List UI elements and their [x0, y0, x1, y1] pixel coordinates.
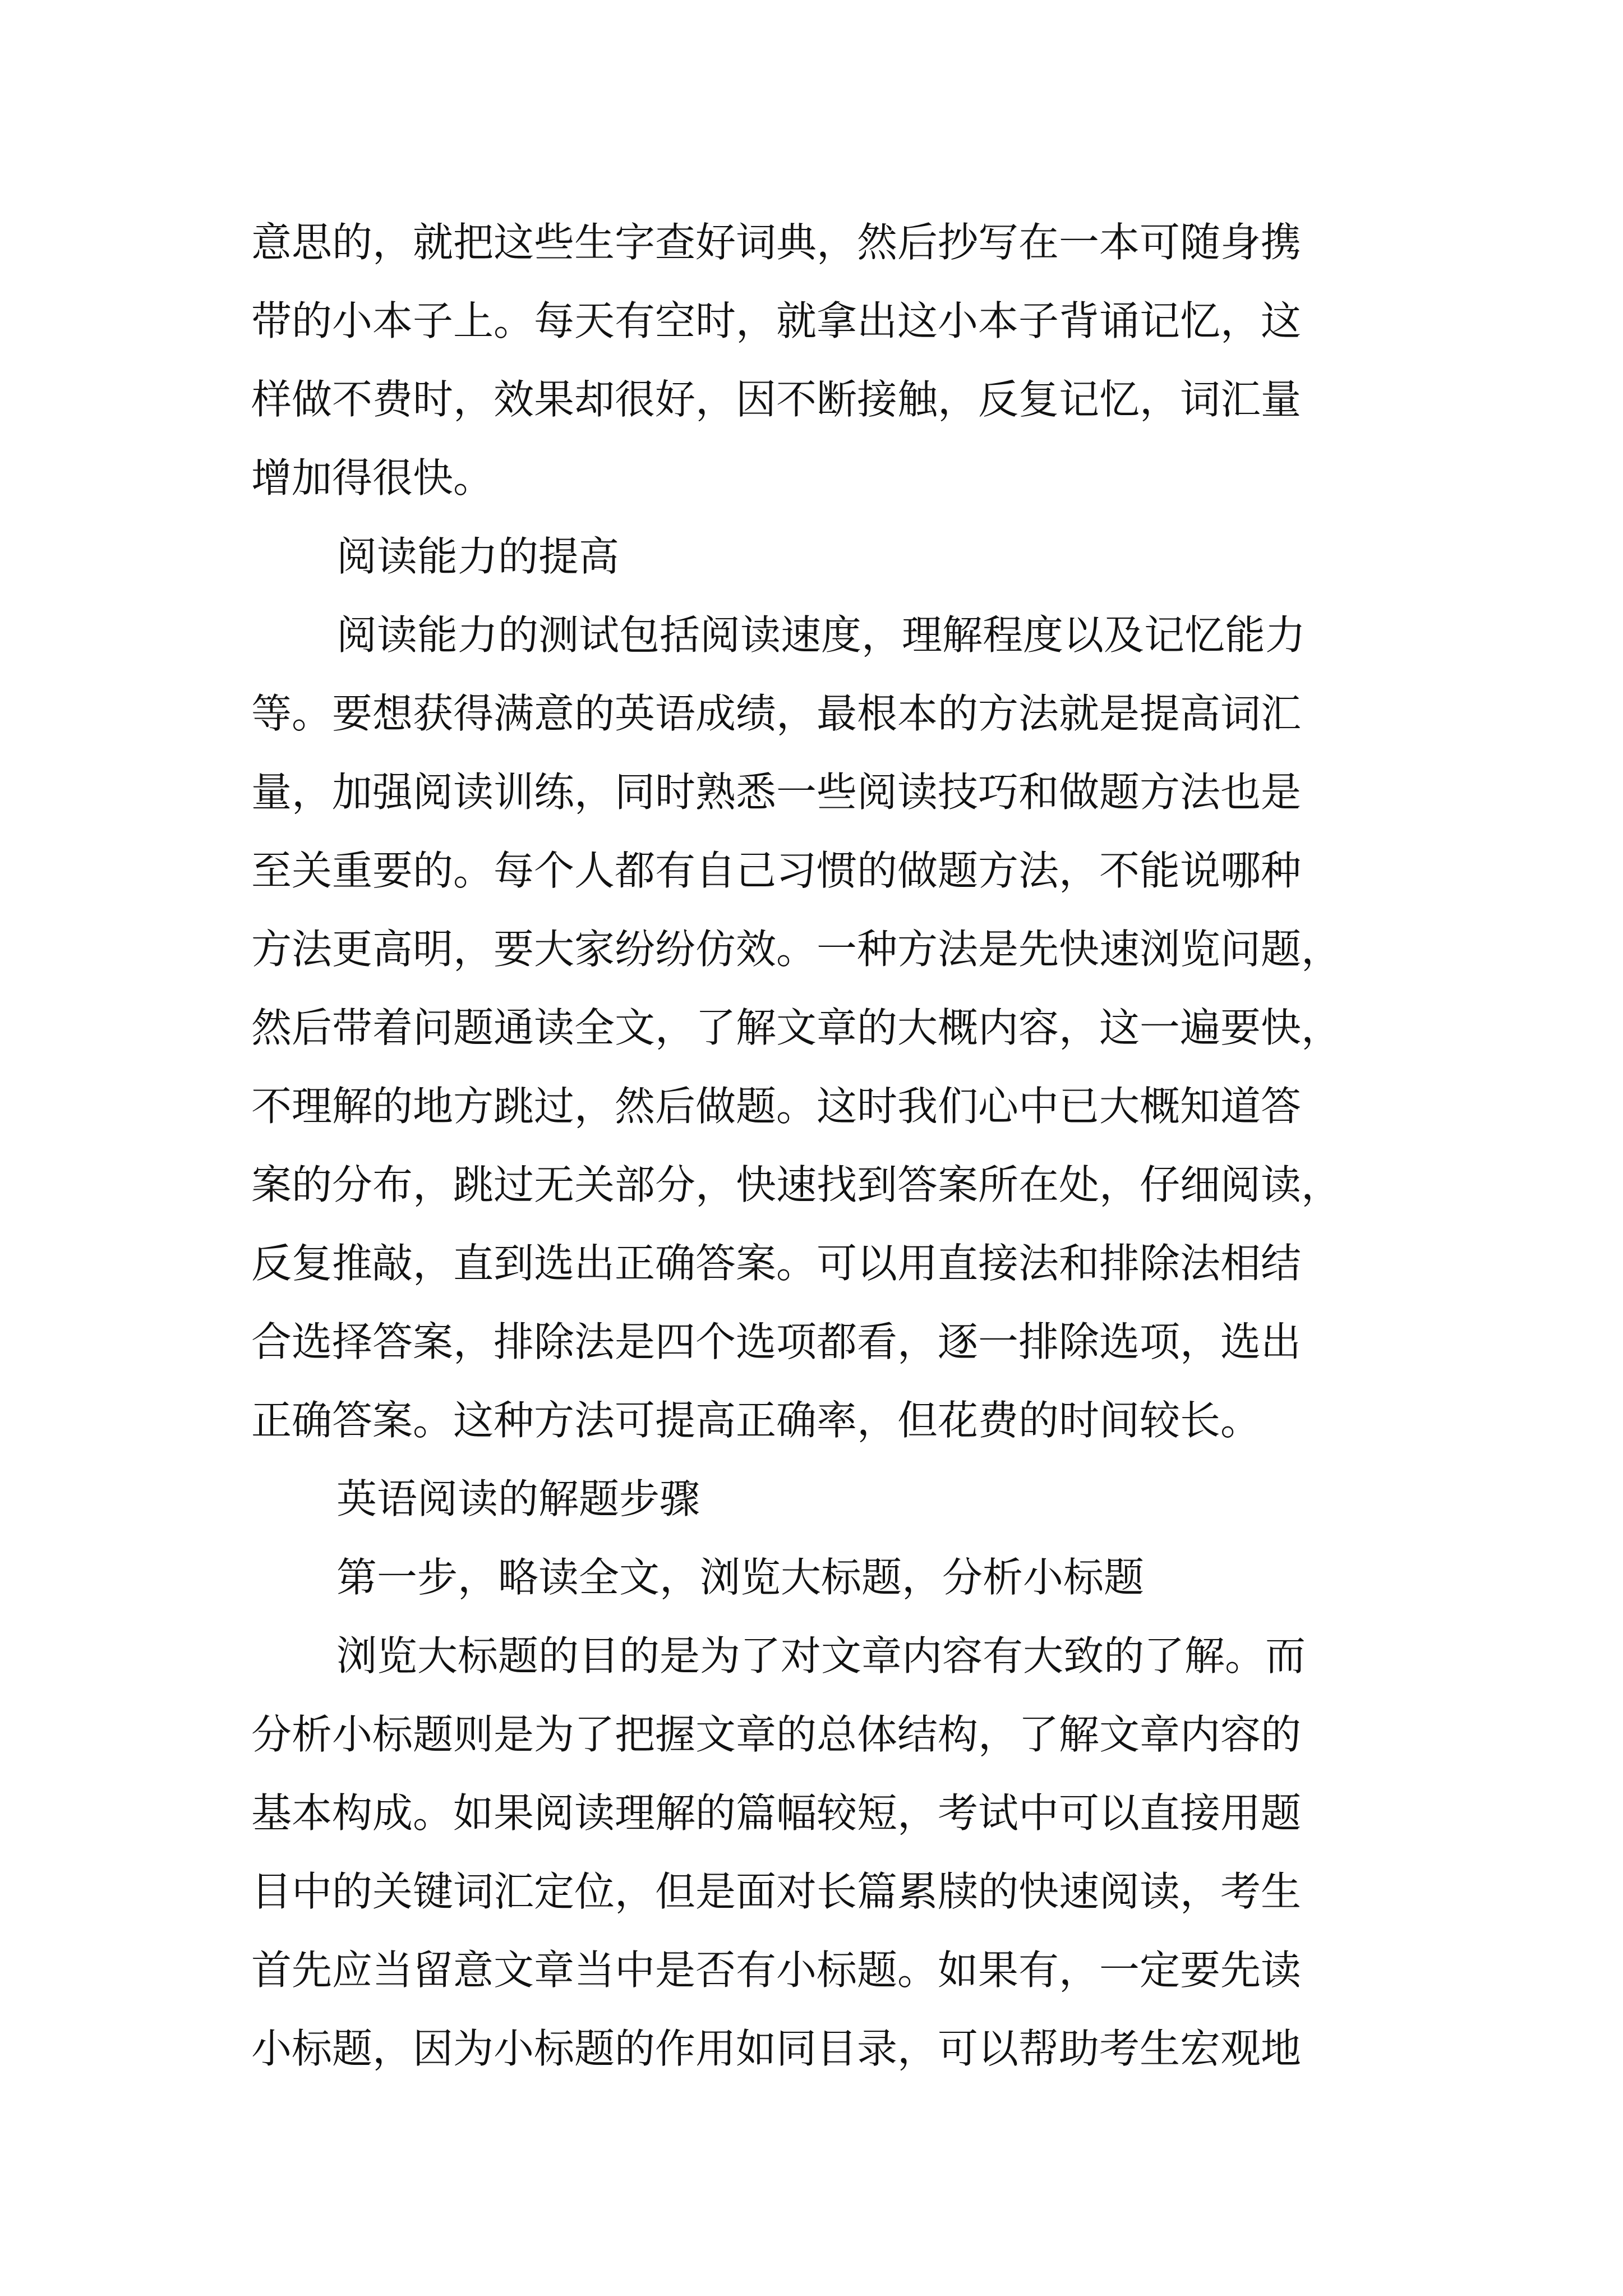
text-line: 增加得很快。: [251, 454, 494, 501]
text-line: 合选择答案，排除法是四个选项都看，逐一排除选项，选出: [251, 1318, 1302, 1365]
text-line: 等。要想获得满意的英语成绩，最根本的方法就是提高词汇: [251, 690, 1302, 737]
paragraph-first-line: 阅读能力的测试包括阅读速度，理解程度以及记忆能力: [336, 611, 1306, 659]
text-line: 分析小标题则是为了把握文章的总体结构，了解文章内容的: [251, 1711, 1302, 1758]
text-line: 然后带着问题通读全文，了解文章的大概内容，这一遍要快，: [251, 1004, 1342, 1051]
step-heading: 第一步，略读全文，浏览大标题，分析小标题: [336, 1554, 1145, 1601]
text-line: 反复推敲，直到选出正确答案。可以用直接法和排除法相结: [251, 1240, 1302, 1287]
text-line: 基本构成。如果阅读理解的篇幅较短，考试中可以直接用题: [251, 1789, 1302, 1837]
text-line: 意思的，就把这些生字查好词典，然后抄写在一本可随身携: [251, 219, 1302, 266]
section-heading: 英语阅读的解题步骤: [336, 1475, 700, 1522]
section-heading: 阅读能力的提高: [336, 533, 620, 580]
paragraph-first-line: 浏览大标题的目的是为了对文章内容有大致的了解。而: [336, 1632, 1306, 1680]
text-line: 量，加强阅读训练，同时熟悉一些阅读技巧和做题方法也是: [251, 769, 1302, 816]
text-line: 至关重要的。每个人都有自己习惯的做题方法，不能说哪种: [251, 847, 1302, 894]
text-line: 目中的关键词汇定位，但是面对长篇累牍的快速阅读，考生: [251, 1868, 1302, 1915]
text-line: 带的小本子上。每天有空时，就拿出这小本子背诵记忆，这: [251, 297, 1302, 344]
text-line: 不理解的地方跳过，然后做题。这时我们心中已大概知道答: [251, 1083, 1302, 1130]
text-line: 正确答案。这种方法可提高正确率，但花费的时间较长。: [251, 1397, 1261, 1444]
text-line: 小标题，因为小标题的作用如同目录，可以帮助考生宏观地: [251, 2025, 1302, 2072]
text-line: 样做不费时，效果却很好，因不断接触，反复记忆，词汇量: [251, 376, 1302, 423]
text-line: 首先应当留意文章当中是否有小标题。如果有，一定要先读: [251, 1947, 1302, 1994]
text-line: 方法更高明，要大家纷纷仿效。一种方法是先快速浏览问题，: [251, 926, 1342, 973]
text-line: 案的分布，跳过无关部分，快速找到答案所在处，仔细阅读，: [251, 1161, 1342, 1208]
